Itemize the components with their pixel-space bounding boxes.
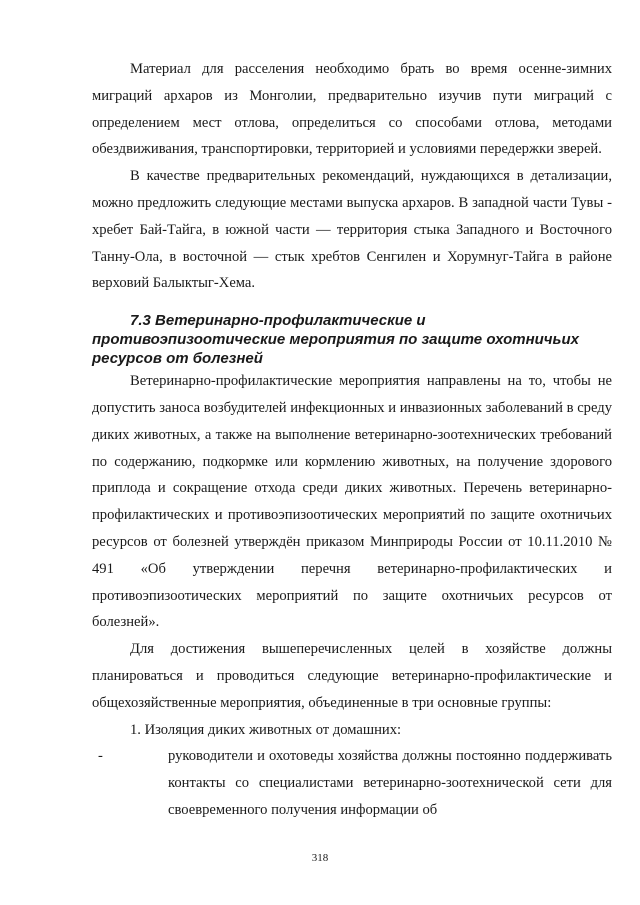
list-item [92, 743, 612, 823]
document-page [92, 56, 612, 824]
page-number: 318 [311, 852, 329, 864]
paragraph-release-material: Материал для расселения необходимо брать во время осенне-зимних миграций архаров из Монголии, предварительно изучив пути миграций с определением мест отлова, определиться со способами отлова, методами обездвиживания, транспортировки, территорией и условиями передержки зверей. [92, 61, 612, 158]
paragraph-vet-measures: Ветеринарно-профилактические мероприятия направлены на то, чтобы не допустить заноса возбудителей инфекционных и инвазионных заболеваний в среду диких животных, а также на выполнение ветеринарно-зоотехнических требований по содержанию, подкормке или кормлению животных, на получение здорового приплода и сокращение отхода среди диких животных. Перечень ветеринарно-профилактических и противоэпизоотических мероприятий по защите охотничьих ресурсов от болезней утверждён приказом Минприроды России от 10.11.2010 № 491 «Об утверждении перечня ветеринарно-профилактических и противоэпизоотических мероприятий по защите охотничьих ресурсов от болезней». [92, 373, 612, 631]
list-title: 1. Изоляция диких животных от домашних: [130, 721, 402, 738]
list-item-text: руководители и охотоведы хозяйства должны постоянно поддерживать контакты со специалистами ветеринарно-зоотехнической сети для своевременного получения информации об [168, 748, 612, 818]
paragraph-measure-groups: Для достижения вышеперечисленных целей в хозяйстве должны планироваться и проводиться следующие ветеринарно-профилактические и общехозяйственные мероприятия, объединенные в три основные группы: [92, 641, 612, 711]
paragraph-release-sites: В качестве предварительных рекомендаций, нуждающихся в детализации, можно предложить следующие местами выпуска архаров. В западной части Тувы - хребет Бай-Тайга, в южной части — территория стыка Западного и Восточного Танну-Ола, в восточной — стык хребтов Сенгилен и Хорумнуг-Тайга в районе верховий Балыктыг-Хема. [92, 168, 612, 292]
section-heading: 7.3 Ветеринарно-профилактические и противоэпизоотические мероприятия по защите охотничьих ресурсов от болезней [92, 312, 579, 368]
list-item-dash: - [98, 748, 103, 765]
